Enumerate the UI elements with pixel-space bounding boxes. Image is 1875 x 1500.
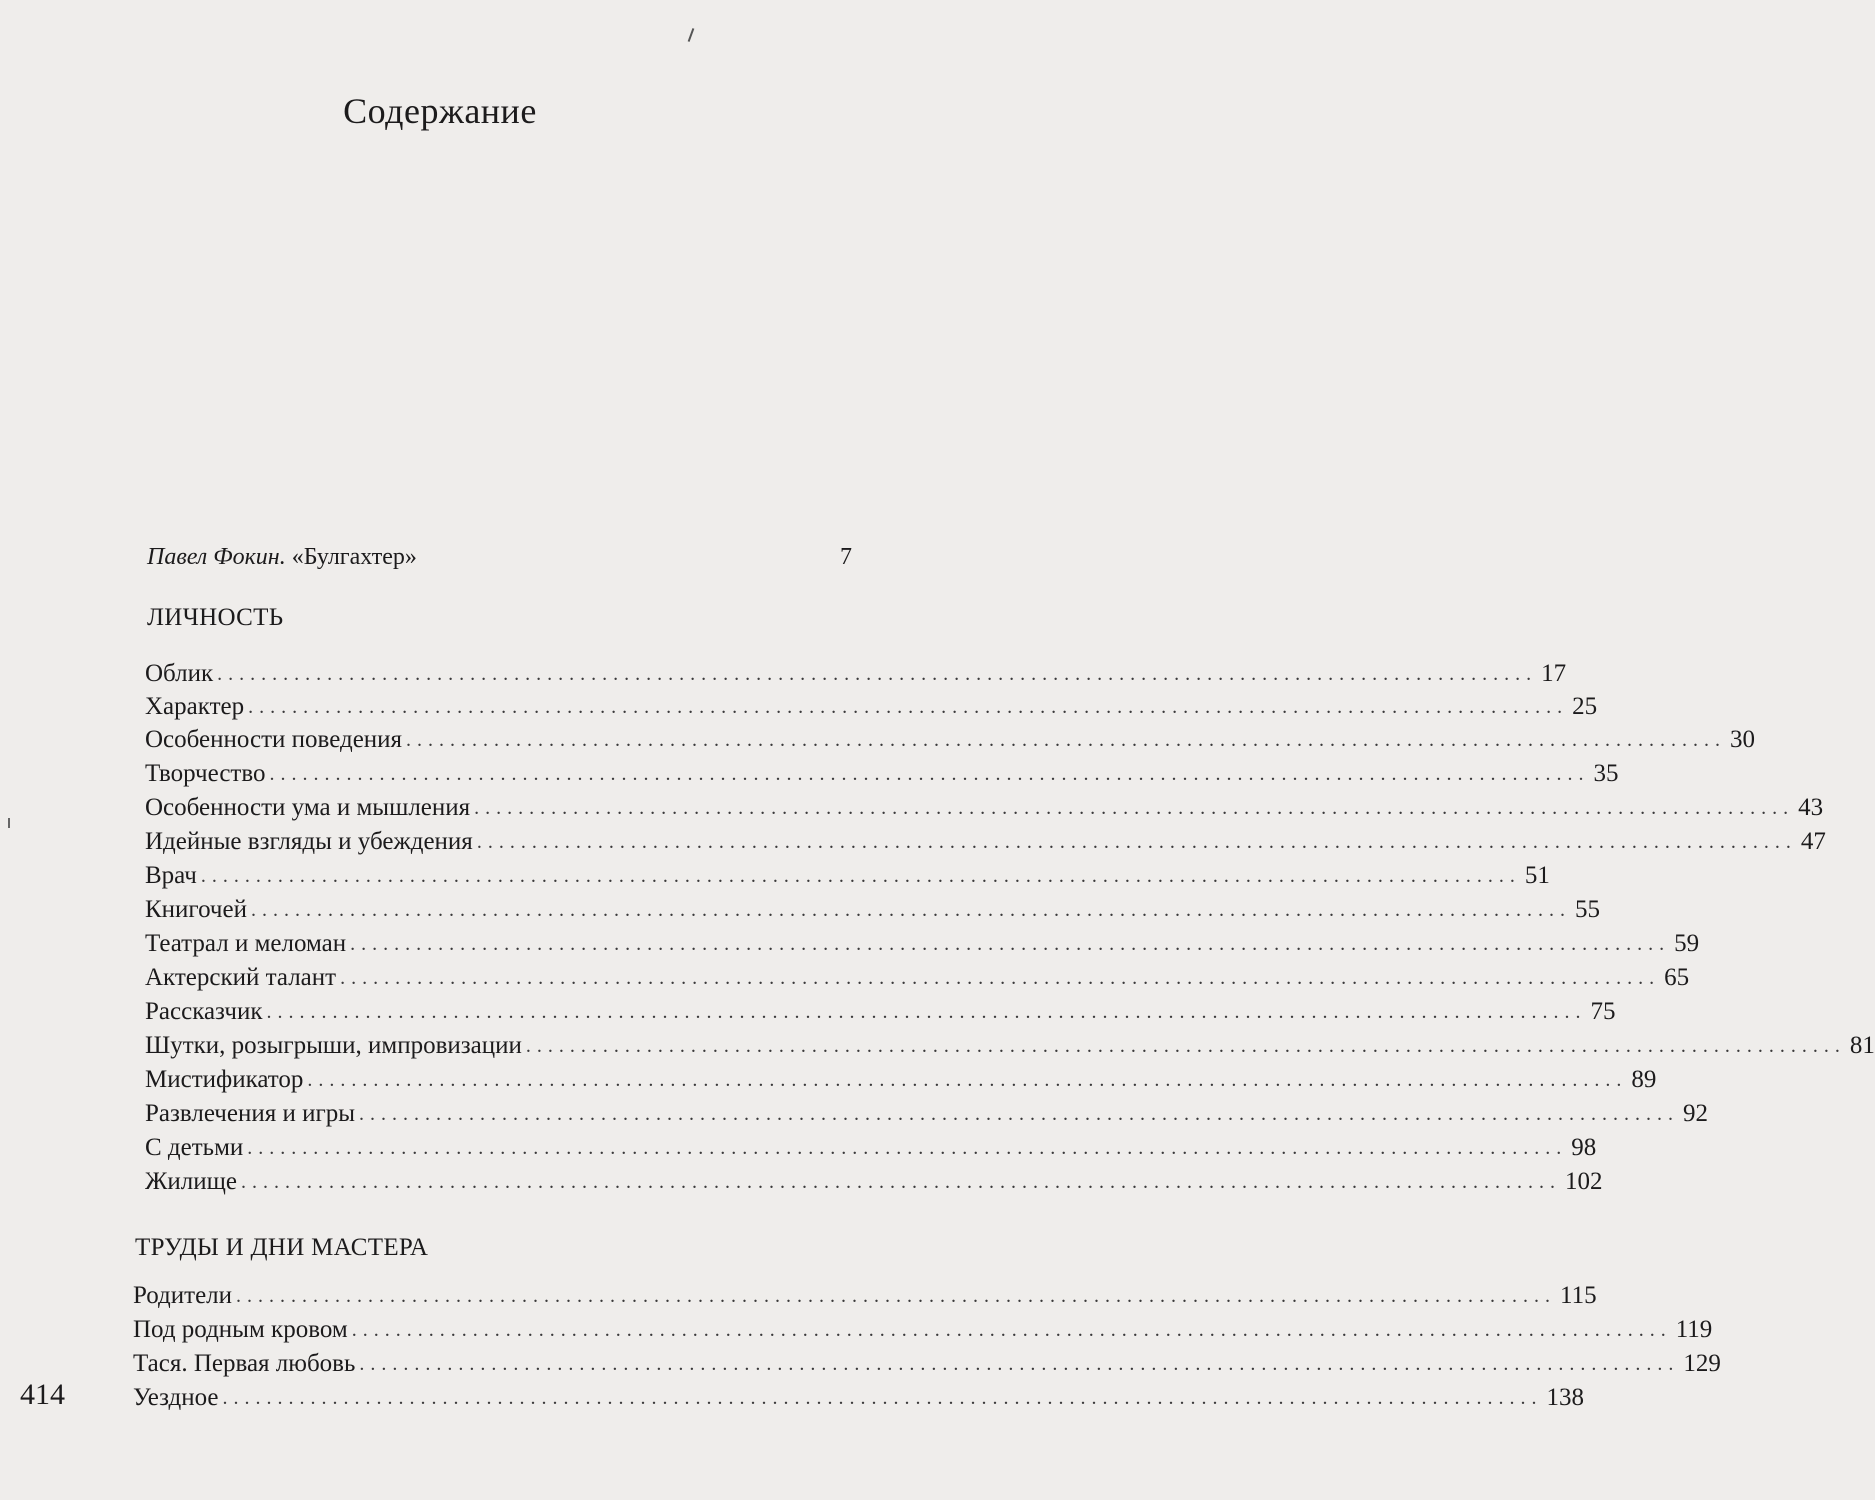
- toc-label: Уездное: [133, 1384, 219, 1411]
- toc-page: 92: [1683, 1100, 1709, 1127]
- toc-row: [133, 1350, 1721, 1378]
- toc-row: [145, 1032, 1875, 1060]
- toc-page: 81: [1849, 1032, 1875, 1059]
- leader-dots: ........................................................................................................................: [406, 729, 1727, 751]
- toc-row: [145, 1134, 1597, 1162]
- leader-dots: ........................................................................................................................: [269, 763, 1590, 785]
- toc-label: Особенности поведения: [145, 726, 403, 753]
- toc-page: 102: [1564, 1168, 1603, 1195]
- toc-label: Актерский талант: [145, 964, 337, 991]
- toc-page: 138: [1546, 1384, 1585, 1411]
- toc-row: [145, 1066, 1657, 1094]
- leader-dots: ........................................................................................................................: [474, 797, 1795, 819]
- toc-label: Родители: [133, 1282, 233, 1309]
- toc-row: [145, 1100, 1709, 1128]
- leader-dots: ........................................................................................................................: [350, 933, 1671, 955]
- section-heading-trudy: ТРУДЫ И ДНИ МАСТЕРА: [135, 1234, 429, 1261]
- toc-label: Книгочей: [145, 896, 247, 923]
- toc-label: Шутки, розыгрыши, импровизации: [145, 1032, 522, 1059]
- toc-row: [145, 794, 1824, 822]
- toc-page: 98: [1571, 1134, 1597, 1161]
- leader-dots: ........................................................................................................................: [222, 1387, 1543, 1409]
- toc-row: [145, 862, 1550, 890]
- leader-dots: ........................................................................................................................: [340, 967, 1661, 989]
- pencil-mark: [688, 28, 695, 42]
- toc-page: 51: [1524, 862, 1550, 889]
- leader-dots: ........................................................................................................................: [351, 1319, 1672, 1341]
- leader-dots: ........................................................................................................................: [266, 1001, 1587, 1023]
- toc-page: 47: [1800, 828, 1826, 855]
- toc-page: 89: [1631, 1066, 1657, 1093]
- toc-row: [145, 726, 1756, 754]
- toc-intro-entry: [147, 544, 852, 571]
- leader-dots: ........................................................................................................................: [476, 831, 1797, 853]
- pencil-mark: [8, 818, 10, 828]
- toc-label: Врач: [145, 862, 197, 889]
- toc-page: 129: [1683, 1350, 1721, 1377]
- toc-row: [145, 998, 1616, 1026]
- toc-label: Театрал и меломан: [145, 930, 347, 957]
- leader-dots: ........................................................................................................................: [307, 1069, 1628, 1091]
- toc-page: 55: [1574, 896, 1600, 923]
- toc-row: [145, 1168, 1603, 1196]
- leader-dots: ........................................................................................................................: [240, 1171, 1561, 1193]
- toc-row: [133, 1384, 1585, 1412]
- toc-page: 30: [1730, 726, 1756, 753]
- intro-author: Павел Фокин.: [147, 544, 286, 570]
- toc-page: 43: [1798, 794, 1824, 821]
- toc-label: Облик: [145, 660, 214, 687]
- leader-dots: ........................................................................................................................: [359, 1103, 1680, 1125]
- leader-dots: ........................................................................................................................: [217, 663, 1538, 685]
- toc-row: [145, 964, 1690, 992]
- toc-label: Творчество: [145, 760, 266, 787]
- toc-row: [145, 930, 1700, 958]
- leader-dots: ........................................................................................................................: [250, 899, 1571, 921]
- toc-row: [145, 693, 1598, 721]
- leader-dots: ........................................................................................................................: [248, 696, 1569, 718]
- toc-label: Жилище: [145, 1168, 237, 1195]
- toc-label: С детьми: [145, 1134, 244, 1161]
- toc-page: 75: [1590, 998, 1616, 1025]
- toc-page: 115: [1560, 1282, 1597, 1309]
- toc-label: Идейные взгляды и убеждения: [145, 828, 473, 855]
- page-title: Содержание: [343, 91, 537, 131]
- leader-dots: ........................................................................................................................: [200, 865, 1521, 887]
- toc-row: [145, 660, 1567, 688]
- toc-row: [133, 1282, 1597, 1310]
- toc-label: Характер: [145, 693, 245, 720]
- toc-page: 17: [1541, 660, 1567, 687]
- leader-dots: ........................................................................................................................: [359, 1353, 1680, 1375]
- toc-row: [133, 1316, 1713, 1344]
- leader-dots: ........................................................................................................................: [236, 1285, 1557, 1307]
- toc-label: Тася. Первая любовь: [133, 1350, 356, 1377]
- toc-page: 65: [1664, 964, 1690, 991]
- intro-title: «Булгахтер»: [291, 544, 417, 570]
- leader-dots: ........................................................................................................................: [525, 1035, 1846, 1057]
- toc-page: 119: [1675, 1316, 1713, 1343]
- leader-dots: ........................................................................................................................: [247, 1137, 1568, 1159]
- toc-page: 25: [1572, 693, 1598, 720]
- toc-row: [145, 896, 1600, 924]
- toc-row: [145, 828, 1826, 856]
- page-number: 414: [20, 1378, 65, 1411]
- toc-label: Мистификатор: [145, 1066, 304, 1093]
- toc-page: 35: [1593, 760, 1619, 787]
- toc-label: Рассказчик: [145, 998, 263, 1025]
- section-heading-lichnost: ЛИЧНОСТЬ: [147, 604, 284, 631]
- toc-label: Под родным кровом: [133, 1316, 348, 1343]
- toc-row: [145, 760, 1619, 788]
- toc-label: Особенности ума и мышления: [145, 794, 471, 821]
- intro-page-number: 7: [840, 544, 852, 570]
- toc-label: Развлечения и игры: [145, 1100, 356, 1127]
- toc-page: 59: [1674, 930, 1700, 957]
